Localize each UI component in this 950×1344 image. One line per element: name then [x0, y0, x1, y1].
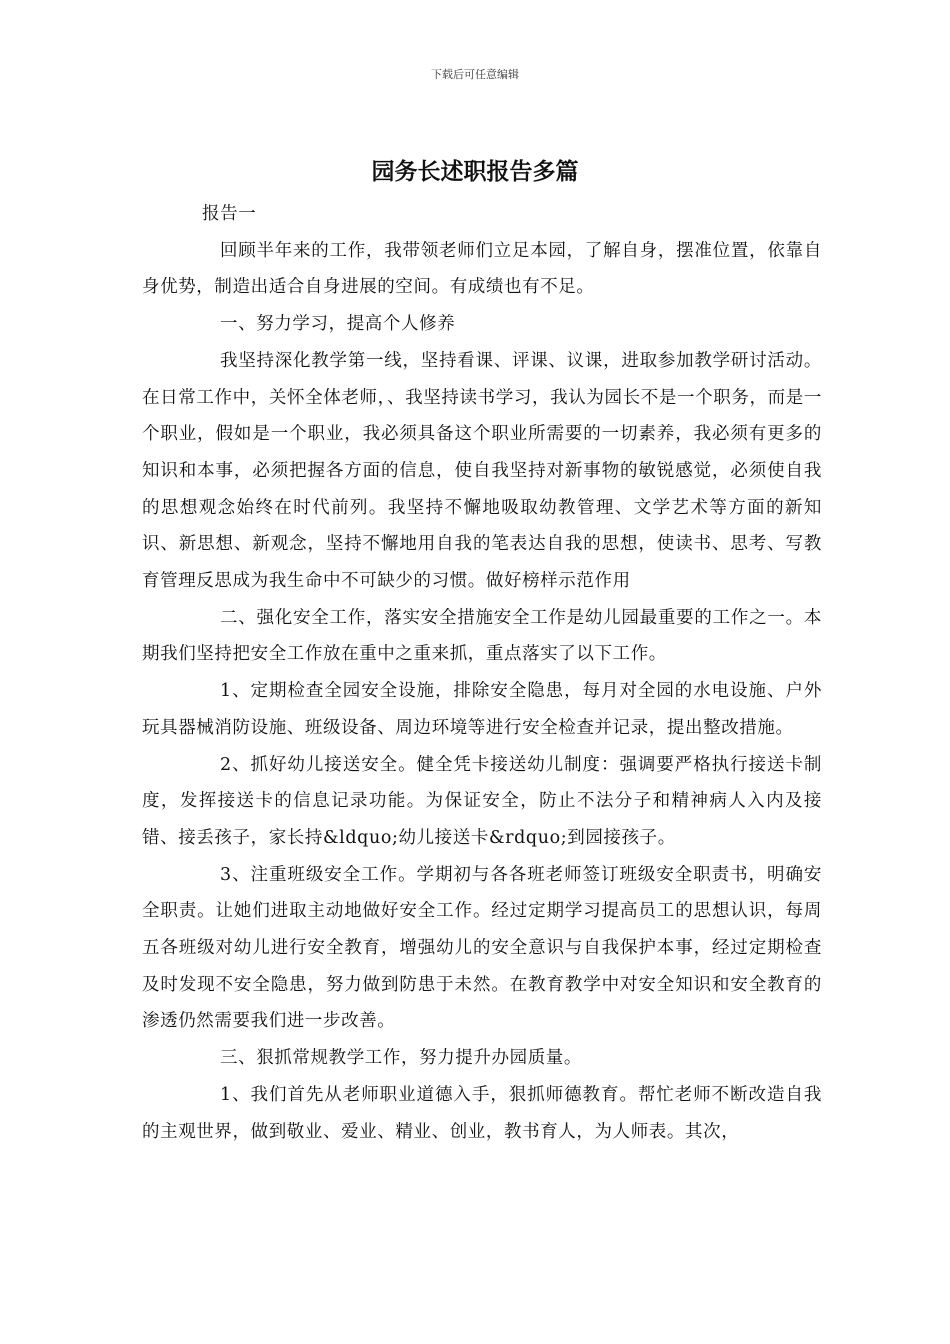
list-item: 3、注重班级安全工作。学期初与各各班老师签订班级安全职责书，明确安全职责。让她们进取主动地做好安全工作。经过定期学习提高员工的思想认识，每周五各班级对幼儿进行安全教育，增强幼儿的安全意识与自我保护本事，经过定期检查及时发现不安全隐患，努力做到防患于未然。在教育教学中对安全知识和安全教育的渗透仍然需要我们进一步改善。 — [142, 864, 822, 1032]
list-item: 1、定期检查全园安全设施，排除安全隐患，每月对全园的水电设施、户外玩具器械消防设施、班级设备、周边环境等进行安全检查并记录，提出整改措施。 — [142, 681, 822, 738]
list-item: 1、我们首先从老师职业道德入手，狠抓师德教育。帮忙老师不断改造自我的主观世界，做到敬业、爱业、精业、创业，教书育人，为人师表。其次， — [142, 1084, 822, 1142]
section-heading: 一、努力学习，提高个人修养 — [220, 314, 456, 335]
document-body — [142, 196, 822, 1150]
section-heading: 三、狠抓常规教学工作，努力提升办园质量。 — [220, 1048, 582, 1069]
document-title: 园务长述职报告多篇 — [371, 159, 579, 185]
paragraph: 回顾半年来的工作，我带领老师们立足本园，了解自身，摆准位置，依靠自身优势，制造出适合自身进展的空间。有成绩也有不足。 — [142, 240, 822, 298]
section-heading-paragraph: 二、强化安全工作，落实安全措施安全工作是幼儿园最重要的工作之一。本期我们坚持把安全工作放在重中之重来抓，重点落实了以下工作。 — [142, 607, 822, 665]
header-note: 下载后可任意编辑 — [431, 68, 519, 81]
paragraph: 我坚持深化教学第一线，坚持看课、评课、议课，进取参加教学研讨活动。在日常工作中，关怀全体老师，、我坚持读书学习，我认为园长不是一个职务，而是一个职业，假如是一个职业，我必须具备这个职业所需要的一切素养，我必须有更多的知识和本事，必须把握各方面的信息，使自我坚持对新事物的敏锐感觉，必须使自我的思想观念始终在时代前列。我坚持不懈地吸取幼教管理、文学艺术等方面的新知识、新思想、新观念，坚持不懈地用自我的笔表达自我的思想，使读书、思考、写教育管理反思成为我生命中不可缺少的习惯。做好榜样示范作用 — [142, 350, 822, 592]
report-label: 报告一 — [202, 204, 257, 224]
list-item: 2、抓好幼儿接送安全。健全凭卡接送幼儿制度：强调要严格执行接送卡制度，发挥接送卡的信息记录功能。为保证安全，防止不法分子和精神病人入内及接错、接丢孩子，家长持&ldquo;幼儿接送卡&rdquo;到园接孩子。 — [142, 754, 822, 848]
